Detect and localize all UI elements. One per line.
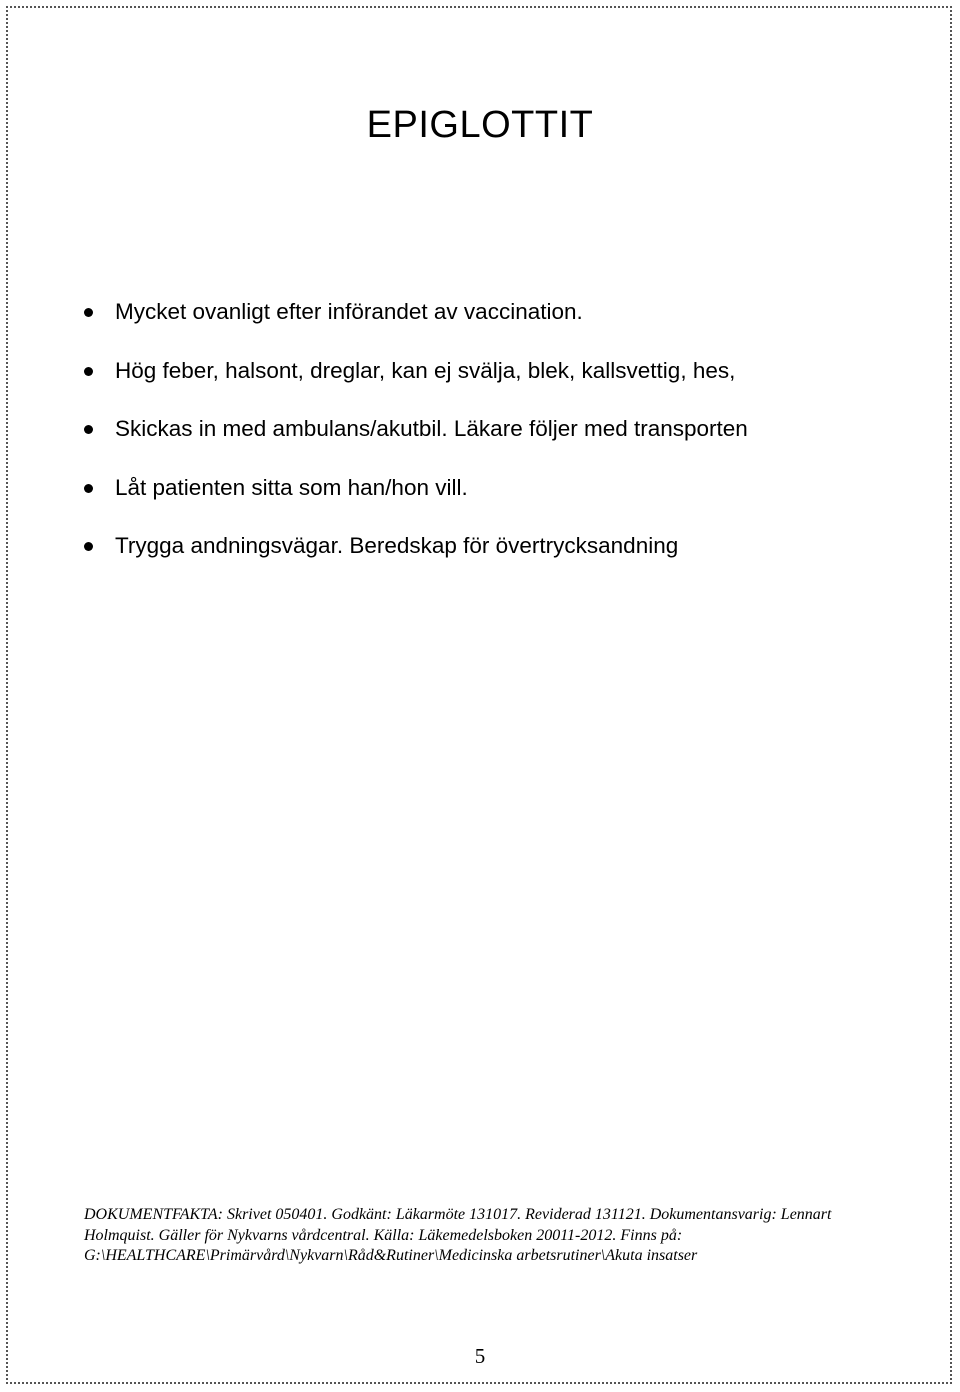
bullet-list	[84, 297, 748, 590]
page-number: 5	[474, 1344, 486, 1368]
list-item-text: Låt patienten sitta som han/hon vill.	[115, 474, 468, 500]
bullet-icon	[84, 484, 93, 493]
document-facts-line: G:\HEALTHCARE\Primärvård\Nykvarn\Råd&Rutiner\Medicinska arbetsrutiner\Akuta insatser	[84, 1247, 698, 1264]
document-facts-line: Holmquist. Gäller för Nykvarns vårdcentral. Källa: Läkemedelsboken 20011-2012. Finns på:	[84, 1226, 683, 1244]
list-item-text: Trygga andningsvägar. Beredskap för övertrycksandning	[115, 533, 679, 558]
document-facts	[84, 1205, 914, 1267]
list-item	[84, 297, 748, 356]
bullet-icon	[84, 542, 93, 551]
list-item	[84, 356, 748, 415]
list-item	[84, 531, 748, 590]
bullet-icon	[84, 367, 93, 376]
bullet-icon	[84, 425, 93, 434]
list-item-text: Mycket ovanligt efter införandet av vaccination.	[115, 299, 583, 324]
bullet-icon	[84, 308, 93, 317]
list-item-text: Skickas in med ambulans/akutbil. Läkare följer med transporten	[115, 416, 748, 441]
document-facts-line: DOKUMENTFAKTA: Skrivet 050401. Godkänt: Läkarmöte 131017. Reviderad 131121. Dokumentansvarig: Lennart	[84, 1206, 832, 1223]
list-item-text: Hög feber, halsont, dreglar, kan ej svälja, blek, kallsvettig, hes,	[115, 357, 736, 383]
list-item	[84, 473, 748, 532]
page-border	[6, 6, 952, 1384]
page-title: EPIGLOTTIT	[366, 104, 594, 146]
list-item	[84, 414, 748, 473]
